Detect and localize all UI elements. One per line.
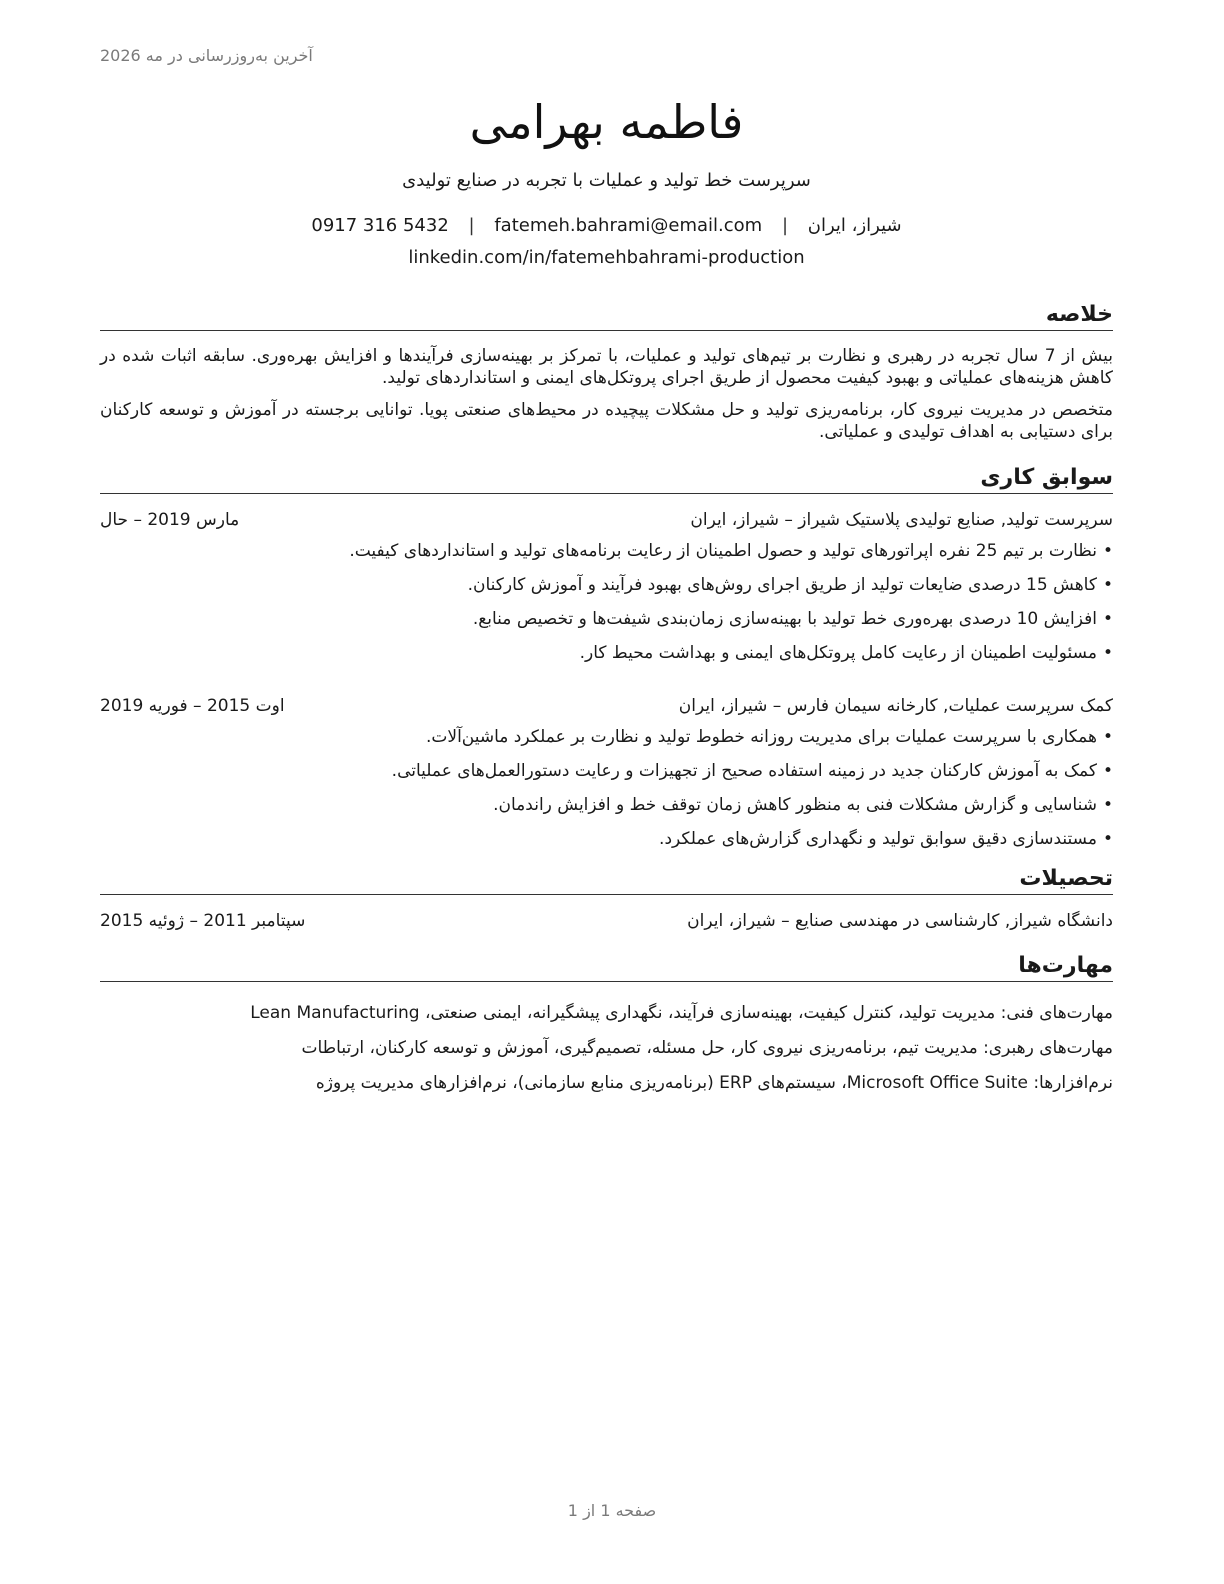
bullet-icon: • <box>1102 575 1113 595</box>
education-degree: دانشگاه شیراز, کارشناسی در مهندسی صنایع – شیراز، ایران <box>687 911 1113 931</box>
job-dates: مارس 2019 – حال <box>100 510 240 530</box>
job-title: سرپرست تولید, صنایع تولیدی پلاستیک شیراز – شیراز، ایران <box>690 510 1113 530</box>
list-item: •افزایش 10 درصدی بهره‌وری خط تولید با بهینه‌سازی زمان‌بندی شیفت‌ها و تخصیص منابع. <box>472 609 1113 629</box>
job-bullets <box>100 534 1113 670</box>
job-header <box>100 694 1113 718</box>
education-title: تحصیلات <box>100 864 1113 895</box>
resume-content <box>100 92 1113 1101</box>
job-header <box>100 508 1113 532</box>
summary-paragraph: متخصص در مدیریت نیروی کار، برنامه‌ریزی تولید و حل مشکلات پیچیده در محیط‌های صنعتی پویا. توانایی برجسته در آموزش و توسعه کارکنان برای دستیابی به اهداف تولیدی و عملیاتی. <box>100 400 1113 442</box>
experience-section <box>100 463 1113 856</box>
bullet-icon: • <box>1102 795 1113 815</box>
summary-section <box>100 300 1113 443</box>
bullet-icon: • <box>1102 541 1113 561</box>
skills-technical: مهارت‌های فنی: مدیریت تولید، کنترل کیفیت، بهینه‌سازی فرآیند، نگهداری پیشگیرانه، ایمنی صنعتی، Lean Manufacturing <box>250 1003 1113 1023</box>
bullet-icon: • <box>1102 829 1113 849</box>
contact-separator: | <box>468 215 475 236</box>
skills-section <box>100 951 1113 1101</box>
job-title: کمک سرپرست عملیات, کارخانه سیمان فارس – شیراز، ایران <box>678 696 1113 716</box>
contact-linkedin[interactable]: linkedin.com/in/fatemehbahrami-production <box>408 247 805 268</box>
contact-location: شیراز، ایران <box>807 215 902 236</box>
list-item: •مستندسازی دقیق سوابق تولید و نگهداری گزارش‌های عملکرد. <box>659 829 1113 849</box>
education-entry <box>100 909 1113 933</box>
contact-info <box>100 212 1113 240</box>
job-entry <box>100 694 1113 856</box>
skills-leadership: مهارت‌های رهبری: مدیریت تیم، برنامه‌ریزی نیروی کار، حل مسئله، تصمیم‌گیری، آموزش و توسعه کارکنان، ارتباطات <box>301 1038 1113 1058</box>
contact-email[interactable]: fatemeh.bahrami@email.com <box>494 215 763 236</box>
bullet-icon: • <box>1102 643 1113 663</box>
job-bullets <box>100 720 1113 856</box>
job-entry <box>100 508 1113 670</box>
job-dates: اوت 2015 – فوریه 2019 <box>100 696 285 716</box>
skills-software: نرم‌افزارها: Microsoft Office Suite، سیستم‌های ERP (برنامه‌ریزی منابع سازمانی)، نرم‌افزارهای مدیریت پروژه <box>315 1073 1113 1093</box>
bullet-icon: • <box>1102 609 1113 629</box>
list-item: •کاهش 15 درصدی ضایعات تولید از طریق اجرای روش‌های بهبود فرآیند و آموزش کارکنان. <box>467 575 1113 595</box>
candidate-subtitle: سرپرست خط تولید و عملیات با تجربه در صنایع تولیدی <box>402 170 811 191</box>
last-updated-note: آخرین به‌روزرسانی در مه 2026 <box>100 46 313 65</box>
bullet-icon: • <box>1102 761 1113 781</box>
candidate-name: فاطمه بهرامی <box>469 95 744 149</box>
experience-title: سوابق کاری <box>100 463 1113 494</box>
skills-list <box>100 996 1113 1101</box>
summary-paragraph: بیش از 7 سال تجربه در رهبری و نظارت بر تیم‌های تولید و عملیات، با تمرکز بر بهینه‌سازی فرآیندها و افزایش بهره‌وری. سابقه اثبات شده در کاهش هزینه‌های عملیاتی و بهبود کیفیت محصول از طریق اجرای پروتکل‌های ایمنی و استانداردهای تولید. <box>100 346 1114 388</box>
page-number: صفحه 1 از 1 <box>567 1501 657 1520</box>
education-dates: سپتامبر 2011 – ژوئیه 2015 <box>100 911 306 931</box>
list-item: •همکاری با سرپرست عملیات برای مدیریت روزانه خطوط تولید و نظارت بر عملکرد ماشین‌آلات. <box>425 727 1113 747</box>
contact-phone: 0917 316 5432 <box>311 215 449 236</box>
bullet-icon: • <box>1102 727 1113 747</box>
list-item: •مسئولیت اطمینان از رعایت کامل پروتکل‌های ایمنی و بهداشت محیط کار. <box>579 643 1113 663</box>
list-item: •شناسایی و گزارش مشکلات فنی به منظور کاهش زمان توقف خط و افزایش راندمان. <box>493 795 1113 815</box>
contact-separator: | <box>781 215 789 236</box>
summary-title: خلاصه <box>100 300 1113 331</box>
list-item: •نظارت بر تیم 25 نفره اپراتورهای تولید و حصول اطمینان از رعایت برنامه‌های تولید و استانداردهای کیفیت. <box>349 541 1113 561</box>
list-item: •کمک به آموزش کارکنان جدید در زمینه استفاده صحیح از تجهیزات و رعایت دستورالعمل‌های عملیاتی. <box>391 761 1113 781</box>
skills-title: مهارت‌ها <box>100 951 1113 982</box>
education-section <box>100 864 1113 933</box>
